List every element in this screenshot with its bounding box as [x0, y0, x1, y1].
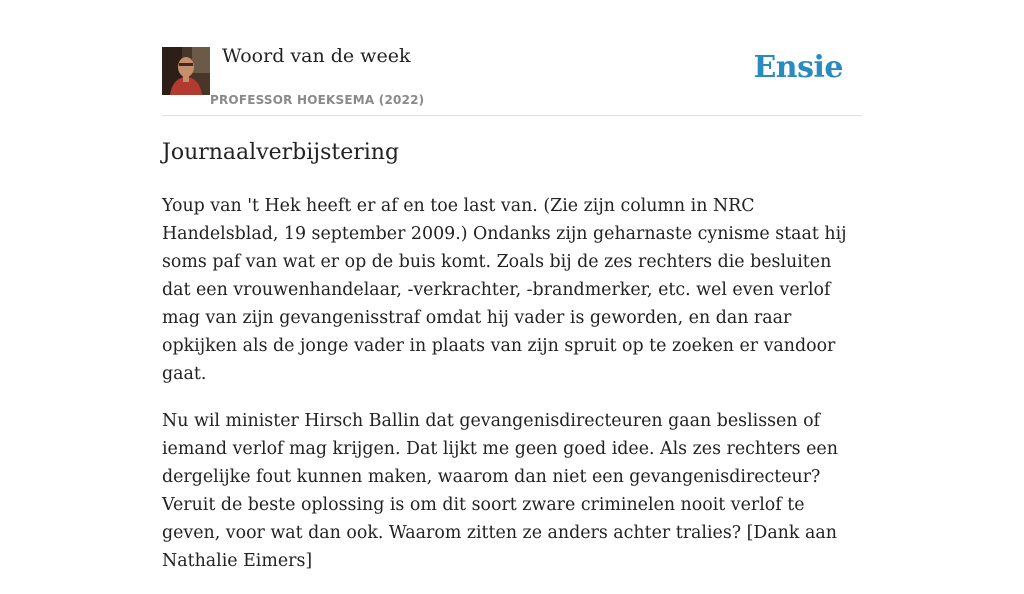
content-container: [162, 0, 862, 571]
article-paragraph: Nu wil minister Hirsch Ballin dat gevangenisdirecteuren gaan beslissen of iemand verlof mag krijgen. Dat lijkt me geen goed idee. Als zes rechters een dergelijke fout kunnen maken, waarom dan niet een gevangenisdirecteur? Veruit de beste oplossing is om dit soort zware criminelen nooit verlof te geven, voor wat dan ook. Waarom zitten ze anders achter tralies? [Dank aan Nathalie Eimers]: [162, 411, 838, 571]
brand-logo[interactable]: Ensie: [753, 50, 843, 85]
article-paragraph: Youp van 't Hek heeft er af en toe last van. (Zie zijn column in NRC Handelsblad, 19 september 2009.) Ondanks zijn geharnaste cynisme staat hij soms paf van wat er op de buis komt. Zoals bij de zes rechters die besluiten dat een vrouwenhandelaar, -verkrachter, -brandmerker, etc. wel even verlof mag van zijn gevangenisstraf omdat hij vader is geworden, en dan raar opkijken als de jonge vader in plaats van zijn spruit op te zoeken er vandoor gaat.: [162, 196, 847, 384]
author-name[interactable]: PROFESSOR HOEKSEMA (2022): [210, 93, 425, 107]
author-avatar[interactable]: [162, 47, 210, 95]
article-body: [162, 192, 862, 594]
person-photo-icon: [162, 47, 210, 95]
article-title: Journaalverbijstering: [162, 140, 400, 165]
channel-title[interactable]: Woord van de week: [222, 45, 411, 67]
channel-header: [162, 0, 862, 116]
